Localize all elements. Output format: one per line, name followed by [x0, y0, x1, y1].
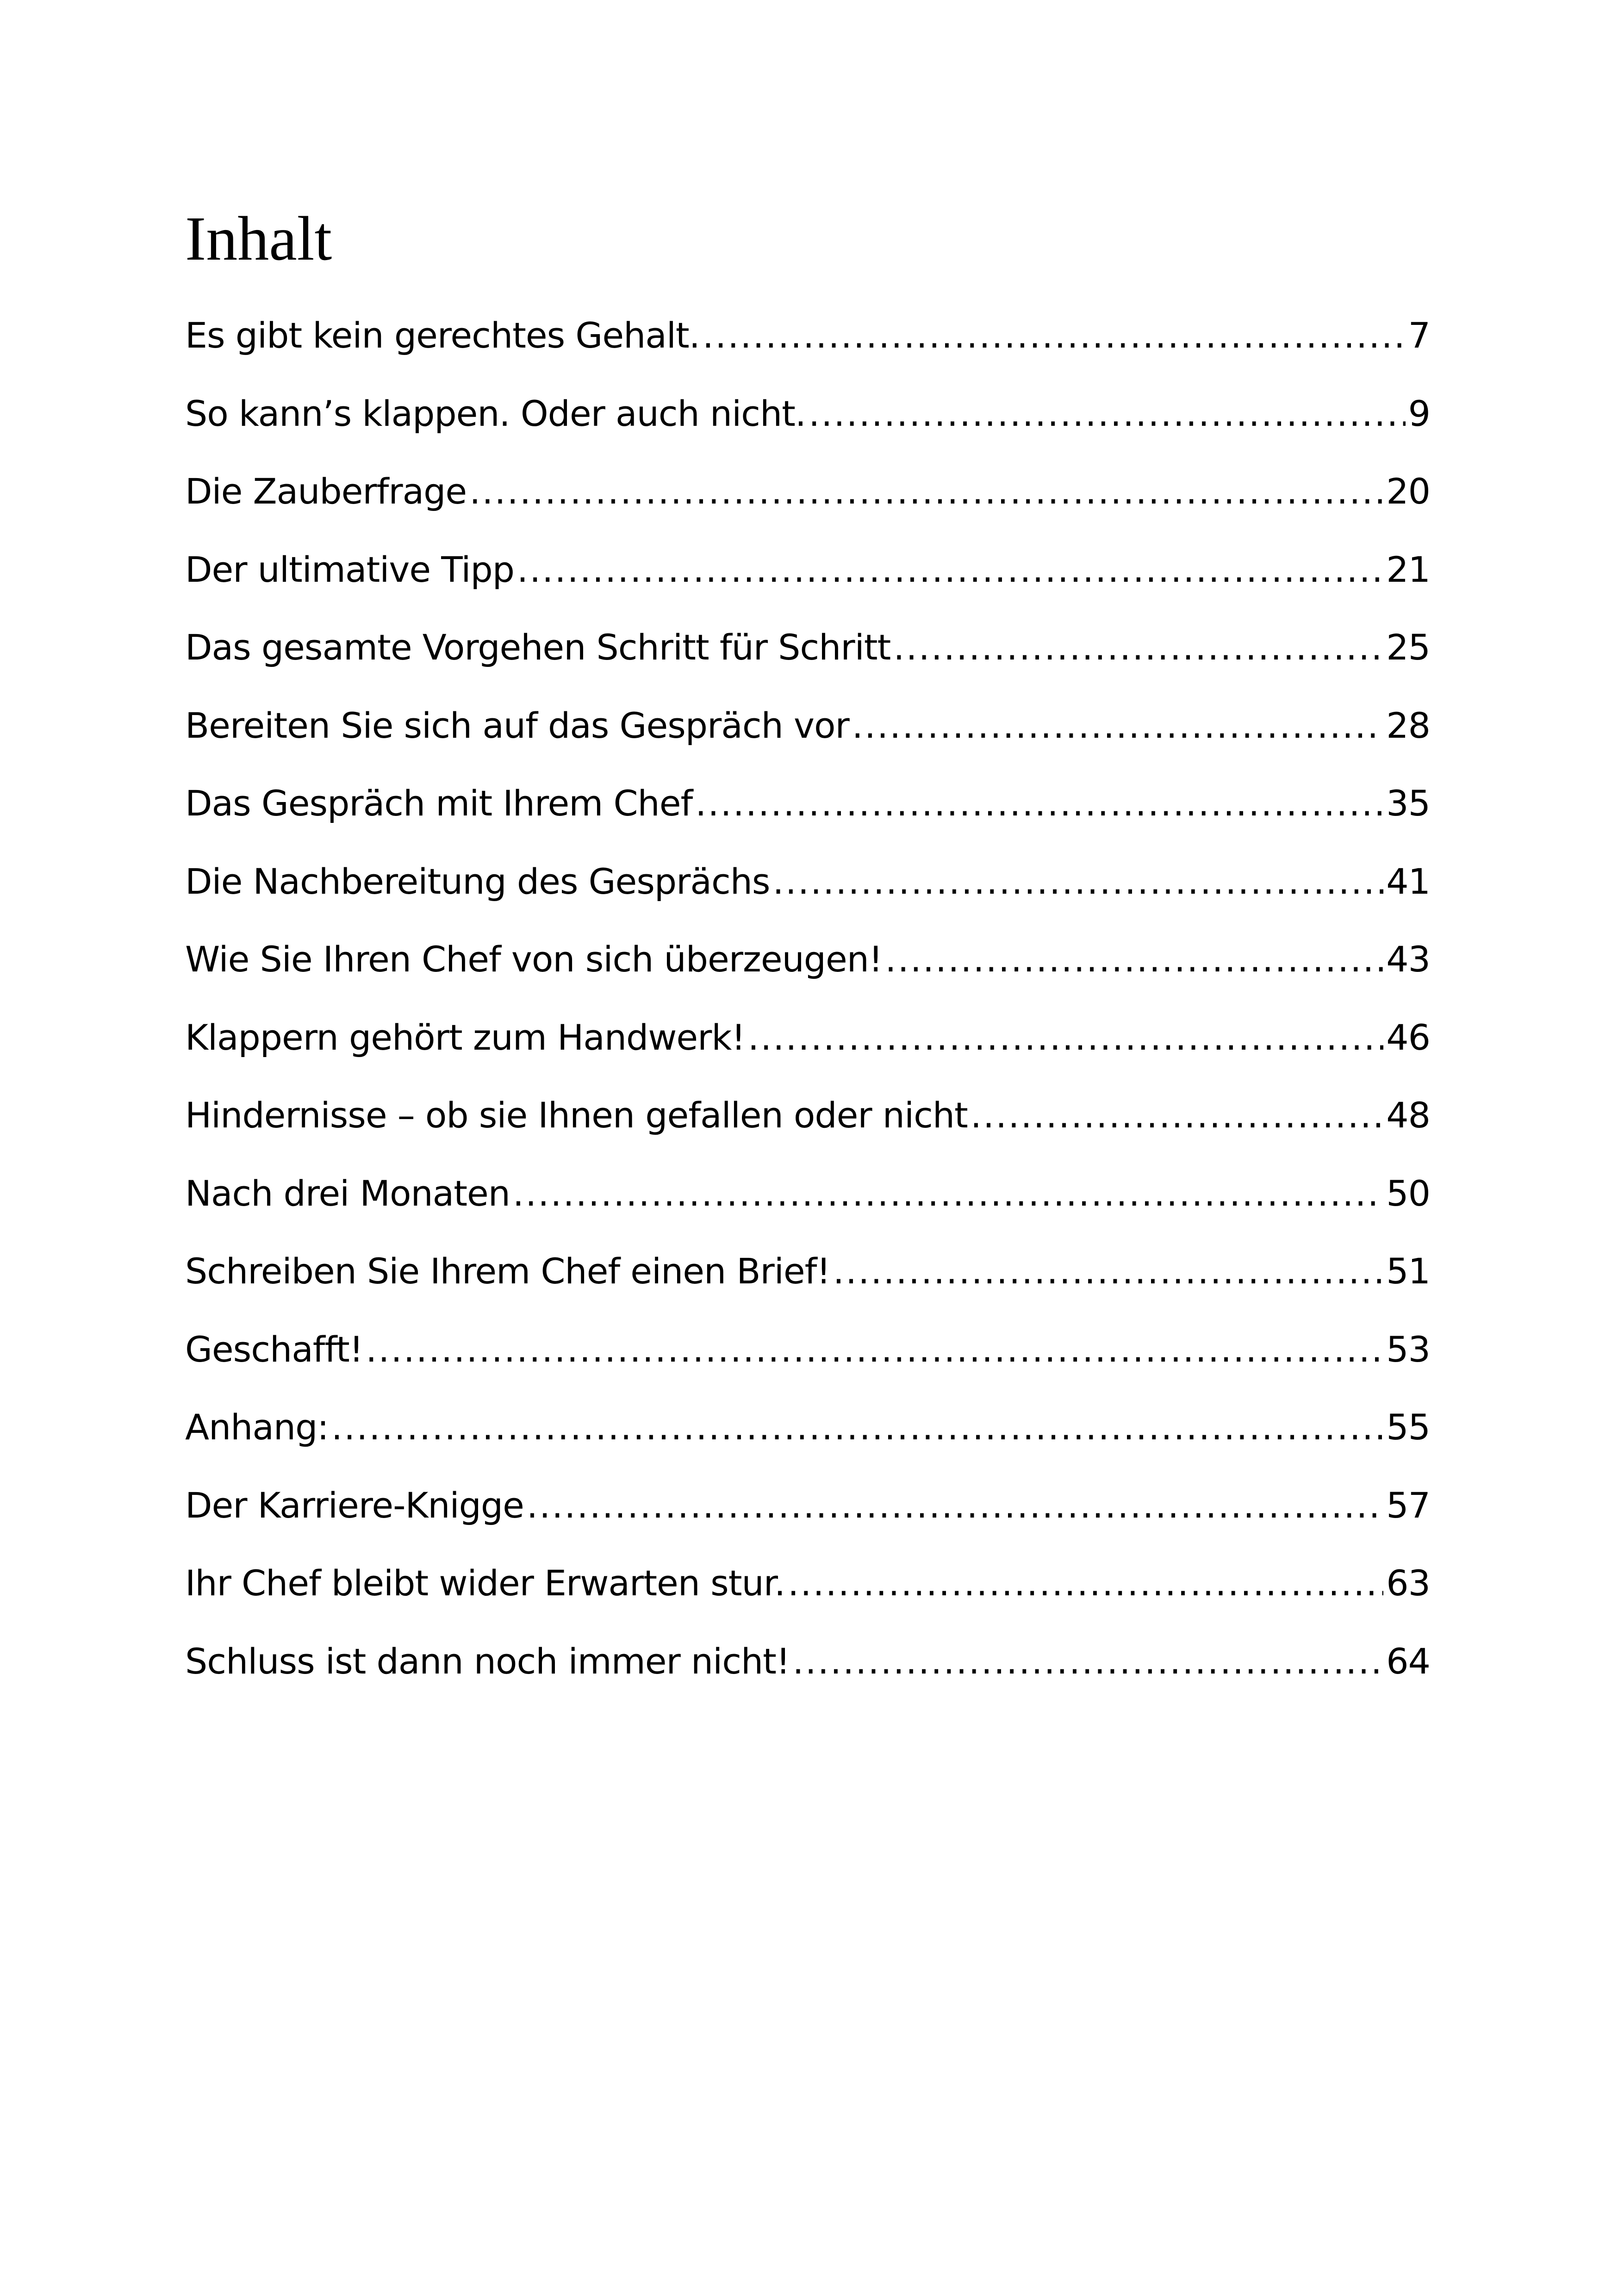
toc-entry-label: Der ultimative Tipp	[185, 548, 514, 590]
toc-entry-label: Klappern gehört zum Handwerk!	[185, 1016, 745, 1058]
toc-dot-leader	[695, 783, 1383, 824]
toc-dot-leader	[331, 1406, 1383, 1448]
toc-entry-label: Das Gespräch mit Ihrem Chef	[185, 783, 693, 824]
toc-entry-page-number: 28	[1386, 704, 1430, 746]
toc-entry-label: Bereiten Sie sich auf das Gespräch vor	[185, 704, 849, 746]
toc-entry-label: So kann’s klappen. Oder auch nicht.	[185, 392, 806, 434]
toc-entry-label: Schreiben Sie Ihrem Chef einen Brief!	[185, 1251, 830, 1292]
toc-entry	[185, 627, 1430, 705]
toc-dot-leader	[366, 1329, 1383, 1370]
toc-dot-leader	[885, 939, 1383, 980]
toc-entry-label: Die Nachbereitung des Gesprächs	[185, 860, 770, 902]
toc-entry-page-number: 57	[1386, 1484, 1430, 1526]
toc-entry-page-number: 35	[1386, 783, 1430, 824]
toc-dot-leader	[527, 1485, 1383, 1526]
toc-entry	[185, 1485, 1430, 1563]
toc-entry-label: Der Karriere-Knigge	[185, 1484, 524, 1526]
toc-dot-leader	[971, 1095, 1383, 1136]
toc-entry-label: Schluss ist dann noch immer nicht!	[185, 1640, 790, 1682]
toc-entry-label: Wie Sie Ihren Chef von sich überzeugen!	[185, 939, 883, 980]
toc-entry	[185, 393, 1430, 471]
toc-entry-page-number: 46	[1386, 1016, 1430, 1058]
toc-entry	[185, 1173, 1430, 1251]
toc-dot-leader	[809, 393, 1406, 434]
toc-entry-label: Nach drei Monaten	[185, 1172, 510, 1214]
toc-entry-page-number: 20	[1386, 471, 1430, 512]
toc-entry-page-number: 21	[1386, 548, 1430, 590]
toc-dot-leader	[748, 1017, 1383, 1058]
toc-entry	[185, 471, 1430, 549]
toc-dot-leader	[852, 705, 1384, 746]
toc-entry-page-number: 7	[1408, 315, 1430, 356]
toc-entry	[185, 1562, 1430, 1641]
toc-entry	[185, 939, 1430, 1017]
toc-entry	[185, 1017, 1430, 1095]
toc-dot-leader	[703, 315, 1406, 356]
toc-entry-label: Geschafft!	[185, 1328, 363, 1370]
toc-entry-label: Anhang:	[185, 1406, 329, 1448]
toc-entry-page-number: 51	[1386, 1251, 1430, 1292]
toc-entry-page-number: 25	[1386, 627, 1430, 668]
toc-entry-page-number: 50	[1386, 1172, 1430, 1214]
toc-entry	[185, 783, 1430, 861]
toc-entry-label: Die Zauberfrage	[185, 471, 467, 512]
toc-entry-label: Hindernisse – ob sie Ihnen gefallen oder nicht	[185, 1095, 968, 1136]
toc-entry	[185, 1641, 1430, 1719]
toc-dot-leader	[788, 1562, 1383, 1604]
toc-dot-leader	[792, 1641, 1383, 1682]
toc-entry-label: Das gesamte Vorgehen Schritt für Schritt	[185, 627, 891, 668]
toc-dot-leader	[893, 627, 1383, 668]
toc-entry-page-number: 48	[1386, 1095, 1430, 1136]
toc-entry-page-number: 41	[1386, 860, 1430, 902]
toc-entry-page-number: 53	[1386, 1328, 1430, 1370]
toc-dot-leader	[773, 861, 1384, 902]
toc-dot-leader	[517, 549, 1383, 590]
toc-entry-page-number: 9	[1408, 392, 1430, 434]
toc-entry	[185, 1329, 1430, 1407]
toc-list	[185, 315, 1430, 1718]
toc-entry	[185, 1251, 1430, 1329]
toc-title: Inhalt	[185, 204, 332, 274]
toc-entry	[185, 1406, 1430, 1485]
toc-entry-page-number: 55	[1386, 1406, 1430, 1448]
toc-entry	[185, 705, 1430, 783]
toc-dot-leader	[833, 1251, 1383, 1292]
toc-entry	[185, 1095, 1430, 1173]
toc-entry-page-number: 64	[1386, 1640, 1430, 1682]
toc-entry-label: Es gibt kein gerechtes Gehalt.	[185, 315, 700, 356]
toc-dot-leader	[469, 471, 1383, 512]
toc-entry	[185, 549, 1430, 627]
toc-entry	[185, 315, 1430, 393]
toc-entry-page-number: 43	[1386, 939, 1430, 980]
toc-entry-label: Ihr Chef bleibt wider Erwarten stur.	[185, 1562, 785, 1604]
toc-entry-page-number: 63	[1386, 1562, 1430, 1604]
toc-dot-leader	[513, 1173, 1383, 1214]
toc-entry	[185, 861, 1430, 939]
